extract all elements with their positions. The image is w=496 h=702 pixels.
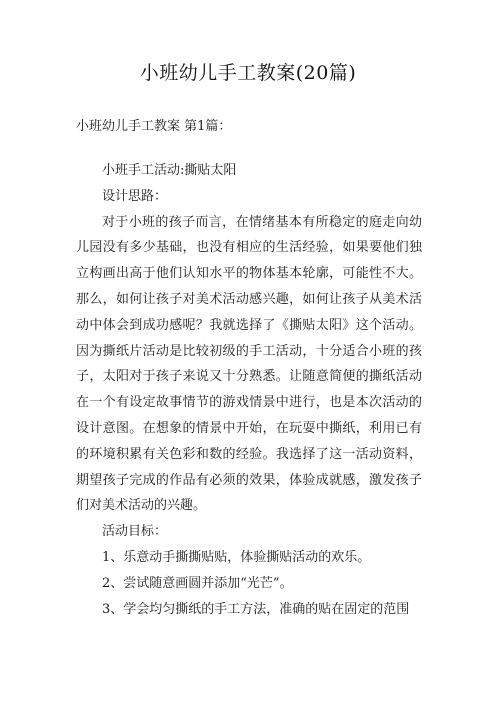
paragraph-design-text: 对于小班的孩子而言，在情绪基本有所稳定的庭走向幼儿园没有多少基础，也没有相应的生活经验，如果要他们独立构画出高于他们认知水平的物体基本轮廓，可能性不大。那么，如何让孩子对美术活动感兴趣，如何让孩子从美术活动中体会到成功感呢？我就选择了《撕贴太阳》这个活动。因为撕纸片活动是比较初级的手工活动，十分适合小班的孩子，太阳对于孩子来说又十分熟悉。让随意简便的撕纸活动在一个有设定故事情节的游戏情景中进行，也是本次活动的设计意图。在想象的情景中开始，在玩耍中撕纸，利用已有的环境积累有关色彩和数的经验。我选择了这一活动资料，期望孩子完成的作品有必须的效果，体验成就感，激发孩子们对美术活动的兴趣。: [76, 214, 422, 514]
paragraph-design-heading: 设计思路：: [102, 188, 168, 204]
paragraph-goal-3: 3、学会均匀撕纸的手工方法，准确的贴在固定的范围: [102, 601, 410, 617]
paragraph-activity-name: 小班手工活动:撕贴太阳: [102, 163, 237, 178]
section-heading: 小班幼儿手工教案 第1篇：: [76, 119, 232, 134]
paragraph-goal-1: 1、乐意动手撕撕贴贴，体验撕贴活动的欢乐。: [102, 549, 371, 565]
document-title: 小班幼儿手工教案(20篇): [139, 62, 357, 84]
paragraph-goals-heading: 活动目标：: [102, 524, 168, 540]
paragraph-goal-2: 2、尝试随意画圆并添加“光芒”。: [102, 575, 293, 591]
document-body: [76, 158, 422, 622]
